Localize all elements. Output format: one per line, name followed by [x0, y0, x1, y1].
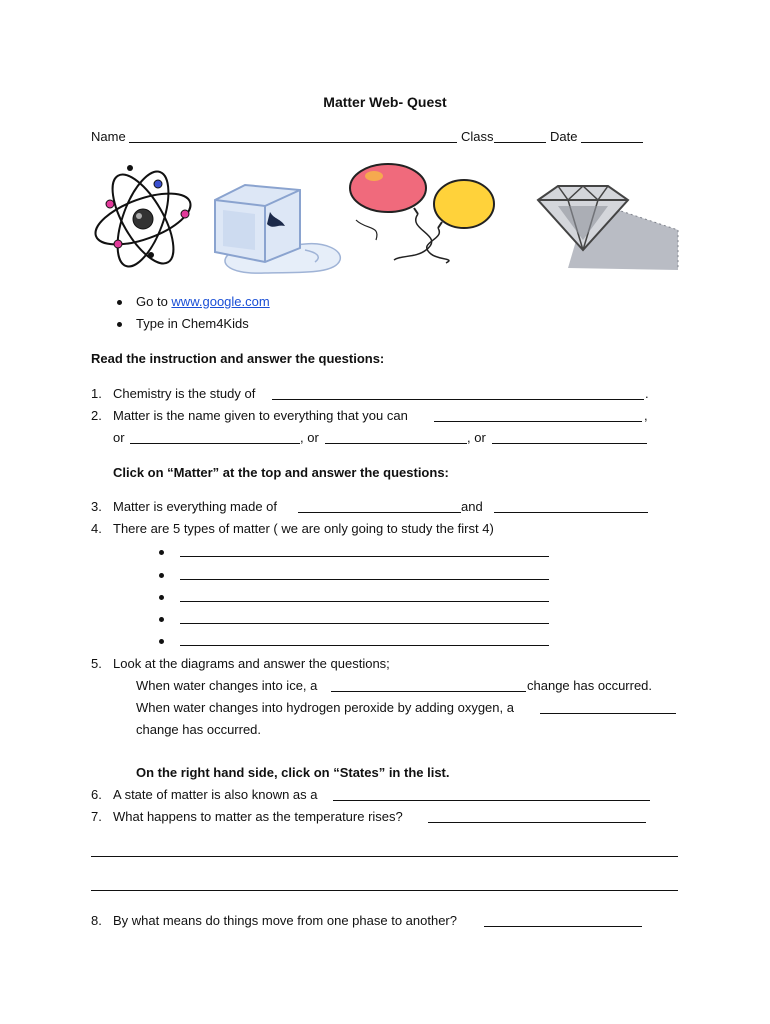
bullet-marker [117, 300, 122, 305]
q7-answer-line-2[interactable] [91, 856, 678, 857]
q7-answer-field[interactable] [428, 822, 646, 823]
date-label: Date [550, 129, 578, 144]
bullet-marker [117, 322, 122, 327]
class-field[interactable] [494, 142, 546, 143]
q6-number: 6. [91, 787, 102, 802]
bullet-marker [159, 595, 164, 600]
matter-heading: Click on “Matter” at the top and answer the questions: [113, 465, 449, 480]
q3-answer-field-2[interactable] [494, 512, 648, 513]
matter-type-field-5[interactable] [180, 645, 549, 646]
bullet-marker [159, 550, 164, 555]
q7-answer-line-3[interactable] [91, 890, 678, 891]
q1-end: . [645, 386, 649, 401]
q5-answer-field-1[interactable] [331, 691, 526, 692]
bullet-marker [159, 617, 164, 622]
instruction-heading: Read the instruction and answer the questions: [91, 351, 385, 366]
go-to-text: Go to [136, 294, 172, 309]
q2-answer-field-3[interactable] [325, 443, 467, 444]
q1-text: Chemistry is the study of [113, 386, 256, 401]
bullet-marker [159, 639, 164, 644]
q5-text: Look at the diagrams and answer the questions; [113, 656, 390, 671]
q6-text: A state of matter is also known as a [113, 787, 318, 802]
worksheet-title: Matter Web- Quest [323, 94, 447, 110]
date-field[interactable] [581, 142, 643, 143]
q2-or-1: or [113, 430, 125, 445]
q2-number: 2. [91, 408, 102, 423]
atom-icon [88, 162, 200, 276]
matter-type-field-2[interactable] [180, 579, 549, 580]
q5-answer-field-2[interactable] [540, 713, 676, 714]
q5-line1-b: change has occurred. [527, 678, 653, 693]
q3-and: and [461, 499, 483, 514]
q2-answer-field-2[interactable] [130, 443, 300, 444]
matter-type-field-3[interactable] [180, 601, 549, 602]
q2-answer-field-1[interactable] [434, 421, 642, 422]
q3-number: 3. [91, 499, 102, 514]
q2-text: Matter is the name given to everything that you can [113, 408, 408, 423]
diamond-icon [528, 180, 680, 272]
q3-text: Matter is everything made of [113, 499, 278, 514]
intro-type-in: Type in Chem4Kids [136, 316, 249, 331]
q5-line1-a: When water changes into ice, a [136, 678, 318, 693]
q2-or-2: , or [300, 430, 319, 445]
q1-number: 1. [91, 386, 102, 401]
name-field[interactable] [129, 142, 457, 143]
q5-number: 5. [91, 656, 102, 671]
q5-line2-a: When water changes into hydrogen peroxide by adding oxygen, a [136, 700, 514, 715]
class-label: Class [461, 129, 494, 144]
q7-number: 7. [91, 809, 102, 824]
q6-answer-field[interactable] [333, 800, 650, 801]
google-link[interactable]: www.google.com [171, 294, 270, 309]
intro-go-to [136, 294, 270, 309]
q7-text: What happens to matter as the temperature rises? [113, 809, 403, 824]
q8-text: By what means do things move from one phase to another? [113, 913, 457, 928]
q8-number: 8. [91, 913, 102, 928]
q1-answer-field[interactable] [272, 399, 644, 400]
states-heading: On the right hand side, click on “States” in the list. [136, 765, 450, 780]
ice-cube-icon [205, 180, 342, 276]
name-label: Name [91, 129, 126, 144]
q5-line3: change has occurred. [136, 722, 262, 737]
q2-answer-field-4[interactable] [492, 443, 647, 444]
balloons-icon [346, 160, 496, 264]
q4-text: There are 5 types of matter ( we are only going to study the first 4) [113, 521, 494, 536]
matter-type-field-4[interactable] [180, 623, 549, 624]
q4-number: 4. [91, 521, 102, 536]
q3-answer-field-1[interactable] [298, 512, 461, 513]
matter-type-field-1[interactable] [180, 556, 549, 557]
q2-or-3: , or [467, 430, 486, 445]
q2-end: , [644, 408, 648, 423]
q8-answer-field[interactable] [484, 926, 642, 927]
bullet-marker [159, 573, 164, 578]
